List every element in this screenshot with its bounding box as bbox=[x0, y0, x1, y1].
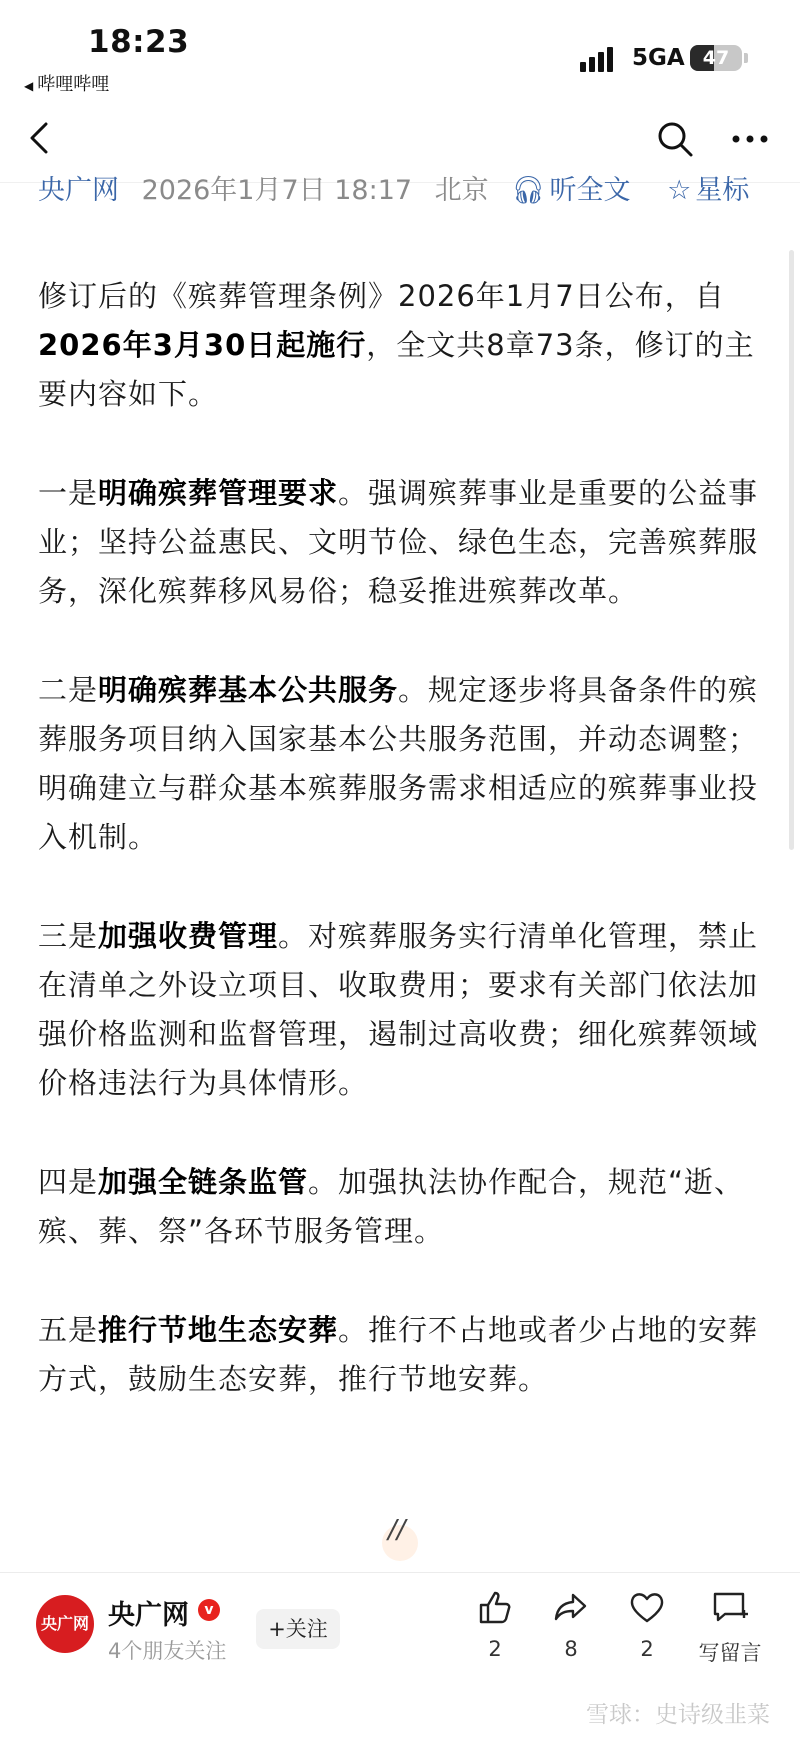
back-triangle-icon: ◀ bbox=[24, 79, 34, 93]
comment-icon bbox=[710, 1587, 750, 1627]
verified-badge-icon: v bbox=[198, 1599, 220, 1621]
meta-source[interactable]: 央广网 bbox=[38, 175, 119, 206]
status-time: 18:23 bbox=[88, 24, 190, 60]
point-lead: 五是 bbox=[38, 1313, 99, 1347]
comment-label: 写留言 bbox=[698, 1641, 762, 1665]
paragraph-intro bbox=[38, 272, 766, 419]
back-app-label: 哔哩哔哩 bbox=[37, 74, 110, 95]
article-meta bbox=[38, 168, 760, 216]
share-button[interactable] bbox=[536, 1587, 606, 1661]
point-text: 。加强执法协作配合，规范“逝、殡、葬、祭”各环节服务管理。 bbox=[38, 1165, 745, 1248]
point-lead: 二是 bbox=[38, 673, 99, 707]
account-name[interactable]: 央广网 bbox=[108, 1600, 189, 1631]
point-heading: 推行节地生态安葬 bbox=[98, 1313, 339, 1347]
point-lead: 一是 bbox=[38, 476, 99, 510]
search-icon[interactable] bbox=[654, 118, 696, 160]
share-count: 8 bbox=[564, 1637, 578, 1661]
back-arrow-icon[interactable] bbox=[22, 118, 62, 158]
point-text: 。推行不占地或者少占地的安葬方式，鼓励生态安葬，推行节地安葬。 bbox=[38, 1313, 759, 1396]
star-label: 星标 bbox=[695, 175, 750, 206]
listen-button[interactable] bbox=[511, 175, 644, 206]
battery-icon bbox=[690, 45, 742, 71]
meta-datetime: 2026年1月7日 18:17 bbox=[141, 175, 413, 206]
paragraph-point-3 bbox=[38, 912, 766, 1108]
headphones-icon: 🎧︎ bbox=[511, 175, 546, 206]
write-comment-button[interactable] bbox=[688, 1587, 772, 1667]
meta-location: 北京 bbox=[434, 175, 489, 206]
network-type: 5GA bbox=[632, 45, 685, 71]
point-heading: 加强收费管理 bbox=[98, 919, 279, 953]
share-arrow-icon bbox=[551, 1587, 591, 1627]
article-end-mark bbox=[378, 1515, 422, 1559]
avatar[interactable]: 央广网 bbox=[36, 1595, 94, 1653]
more-icon[interactable] bbox=[726, 118, 774, 160]
star-button[interactable] bbox=[667, 175, 763, 206]
article-body bbox=[38, 272, 766, 1454]
like-count: 2 bbox=[488, 1637, 502, 1661]
follow-button[interactable]: +关注 bbox=[256, 1609, 340, 1649]
point-text: 。规定逐步将具备条件的殡葬服务项目纳入国家基本公共服务范围，并动态调整；明确建立与群众基本殡葬服务需求相适应的殡葬事业投入机制。 bbox=[38, 673, 759, 854]
paragraph-point-1 bbox=[38, 469, 766, 616]
paragraph-point-5 bbox=[38, 1306, 766, 1404]
heart-icon bbox=[627, 1587, 667, 1627]
friends-following-text: 4个朋友关注 bbox=[108, 1639, 227, 1663]
point-text: 。对殡葬服务实行清单化管理，禁止在清单之外设立项目、收取费用；要求有关部门依法加强价格监测和监督管理，遏制过高收费；细化殡葬领域价格违法行为具体情形。 bbox=[38, 919, 759, 1100]
scrollbar[interactable] bbox=[789, 250, 794, 850]
point-heading: 明确殡葬基本公共服务 bbox=[98, 673, 399, 707]
intro-text-end: ，全文共8章73条，修订的主要内容如下。 bbox=[38, 328, 755, 411]
thumbs-up-icon bbox=[475, 1587, 515, 1627]
battery-percent: 47 bbox=[702, 47, 730, 69]
intro-text: 修订后的《殡葬管理条例》2026年1月7日公布，自 bbox=[38, 279, 725, 313]
point-heading: 明确殡葬管理要求 bbox=[98, 476, 339, 510]
point-text: 。强调殡葬事业是重要的公益事业；坚持公益惠民、文明节俭、绿色生态，完善殡葬服务，深化殡葬移风易俗；稳妥推进殡葬改革。 bbox=[38, 476, 759, 608]
heart-count: 2 bbox=[640, 1637, 654, 1661]
back-to-app-link[interactable] bbox=[24, 70, 109, 96]
like-button[interactable] bbox=[460, 1587, 530, 1661]
heart-button[interactable] bbox=[612, 1587, 682, 1661]
point-lead: 四是 bbox=[38, 1165, 99, 1199]
listen-label: 听全文 bbox=[549, 175, 631, 206]
paragraph-point-4 bbox=[38, 1158, 766, 1256]
point-heading: 加强全链条监管 bbox=[98, 1165, 309, 1199]
intro-bold: 2026年3月30日起施行 bbox=[38, 328, 367, 362]
bottom-bar bbox=[0, 1572, 800, 1739]
watermark: 雪球：史诗级韭菜 bbox=[586, 1702, 770, 1728]
status-bar bbox=[0, 0, 800, 100]
battery-cap bbox=[744, 53, 748, 63]
star-icon: ☆ bbox=[667, 175, 692, 206]
signal-icon bbox=[580, 44, 622, 72]
paragraph-point-2 bbox=[38, 666, 766, 862]
point-lead: 三是 bbox=[38, 919, 99, 953]
end-mark-text: // bbox=[388, 1515, 406, 1545]
